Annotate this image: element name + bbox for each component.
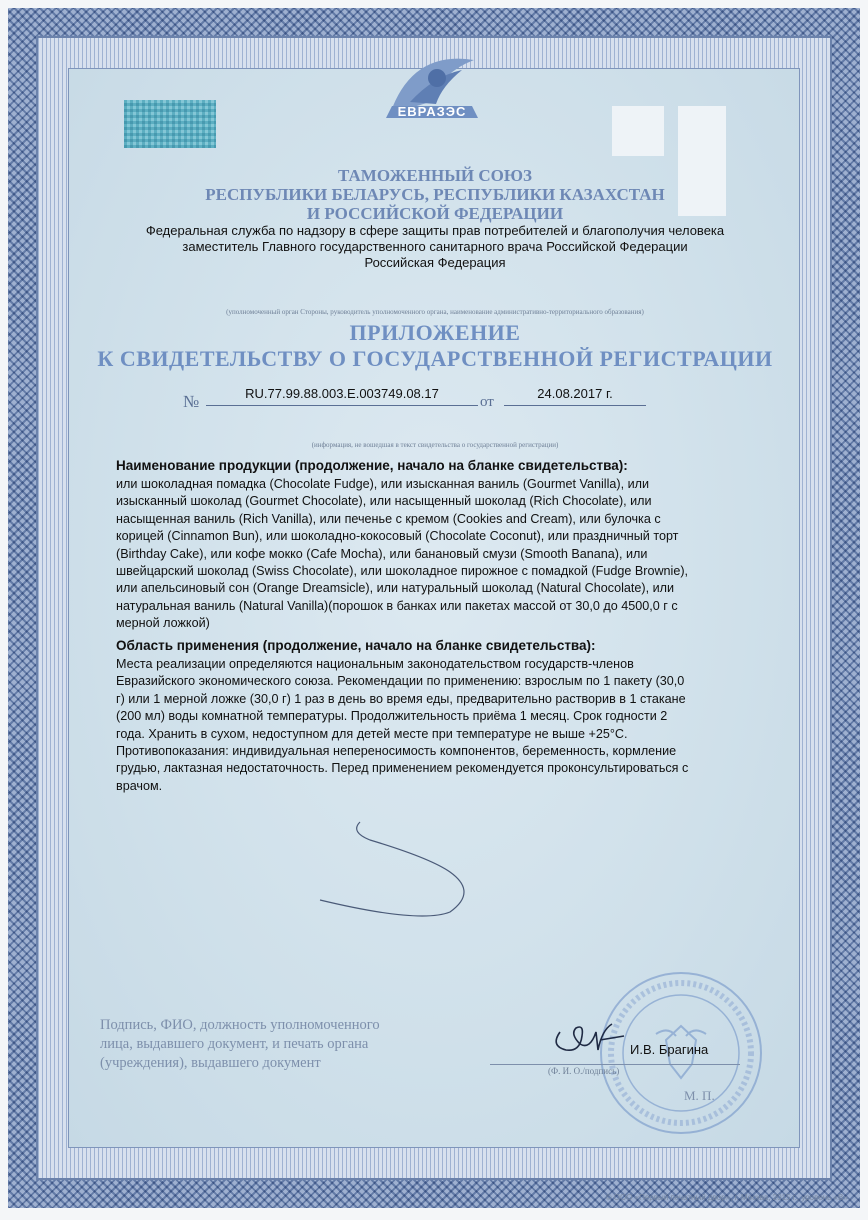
signature-label (100, 1016, 480, 1073)
text-line: Противопоказания: индивидуальная непереносимость компонентов, беременность, кормление (116, 744, 677, 759)
text-line: Евразийского экономического союза. Рекомендации по применению: взрослым по 1 пакету (30,0 (116, 674, 685, 689)
authority-line: заместитель Главного государственного санитарного врача Российской Федерации (182, 239, 688, 254)
registration-note: (информация, не вошедшая в текст свидетельства о государственной регистрации) (311, 441, 559, 449)
authority-line: Федеральная служба по надзору в сфере защиты прав потребителей и благополучия человека (145, 223, 725, 238)
text-line: врачом. (116, 778, 163, 793)
text-line: лица, выдавшего документ, и печать органа (100, 1036, 369, 1052)
text-line: Подпись, ФИО, должность уполномоченного (100, 1017, 380, 1033)
authority-note: (уполномоченный орган Стороны, руководитель уполномоченного органа, наименование административно-территориального образования) (226, 308, 644, 316)
annex-title: ПРИЛОЖЕНИЕ (349, 320, 521, 345)
security-hologram (124, 100, 216, 148)
text-line: или шоколадная помадка (Chocolate Fudge), или изысканная ваниль (Gourmet Vanilla), или (116, 477, 650, 491)
text-line: натуральная ваниль (Natural Vanilla)(порошок в банках или пакетах массой от 30,0 до 4500,0 г с (116, 598, 678, 613)
text-line: (Birthday Cake), или кофе мокко (Cafe Mocha), или банановый смузи (Smooth Banana), или (116, 546, 648, 561)
z-cancel-mark-icon (300, 800, 520, 930)
from-label: от (480, 394, 494, 410)
text-line: грудью, лактазная недостаточность. Перед применением рекомендуется проконсультироваться с (116, 761, 689, 776)
fio-note: (Ф. И. О./подпись) (548, 1066, 620, 1076)
text-line: (учреждения), выдавшего документ (100, 1055, 321, 1071)
signature-line (490, 1064, 740, 1065)
union-title-line: ТАМОЖЕННЫЙ СОЮЗ (338, 166, 532, 185)
emblem-caption: ЕВРАЗЭС (397, 104, 467, 119)
text-line: г) или 1 мерной ложке (30,0 г) 1 раз в день во время еды, предварительно растворив в 1 стакане (116, 691, 686, 706)
authority-line: Российская Федерация (364, 255, 506, 270)
text-line: изысканный шоколад (Gourmet Chocolate), или насыщенный шоколад (Rich Chocolate), или (116, 494, 652, 509)
text-line: (200 мл) воды комнатной температуры. Продолжительность приёма 1 месяц. Срок годности 2 (116, 709, 668, 724)
printer-footer: © ООО «Первый печатный двор», г. Москва, 2015 г., уровень «В». (605, 1193, 850, 1202)
product-text (116, 476, 756, 633)
text-line: швейцарский шоколад (Swiss Chocolate), или шоколадное пирожное с помадкой (Fudge Brownie), (116, 564, 689, 579)
registration-date: 24.08.2017 г. (504, 386, 646, 406)
seal-mark: М. П. (684, 1088, 715, 1103)
union-title-line: И РОССИЙСКОЙ ФЕДЕРАЦИИ (306, 204, 564, 223)
text-line: корицей (Cinnamon Bun), или шоколадно-кокосовый (Chocolate Coconut), или праздничный торт (116, 529, 679, 544)
scope-text (116, 656, 756, 795)
text-line: Места реализации определяются национальным законодательством государств-членов (116, 657, 634, 671)
scope-heading: Область применения (продолжение, начало на бланке свидетельства): (116, 638, 596, 653)
signer-name: И.В. Брагина (630, 1042, 709, 1057)
text-line: года. Хранить в сухом, недоступном для детей месте при температуре не выше +25°С. (116, 726, 628, 741)
blank-field (612, 106, 664, 156)
product-heading: Наименование продукции (продолжение, начало на бланке свидетельства): (116, 458, 628, 473)
union-title-line: РЕСПУБЛИКИ БЕЛАРУСЬ, РЕСПУБЛИКИ КАЗАХСТАН (205, 185, 665, 204)
annex-subtitle: К СВИДЕТЕЛЬСТВУ О ГОСУДАРСТВЕННОЙ РЕГИСТРАЦИИ (97, 346, 773, 371)
text-line: насыщенная ваниль (Rich Vanilla), или печенье с кремом (Cookies and Cream), или булочка с (116, 511, 661, 526)
text-line: или апельсиновый сон (Orange Dreamsicle), или натуральный шоколад (Natural Chocolate), или (116, 581, 674, 596)
text-line: мерной ложкой) (116, 616, 210, 631)
number-sign: № (183, 392, 200, 411)
registration-number: RU.77.99.88.003.E.003749.08.17 (206, 386, 478, 406)
handwritten-signature-icon (540, 1010, 640, 1060)
